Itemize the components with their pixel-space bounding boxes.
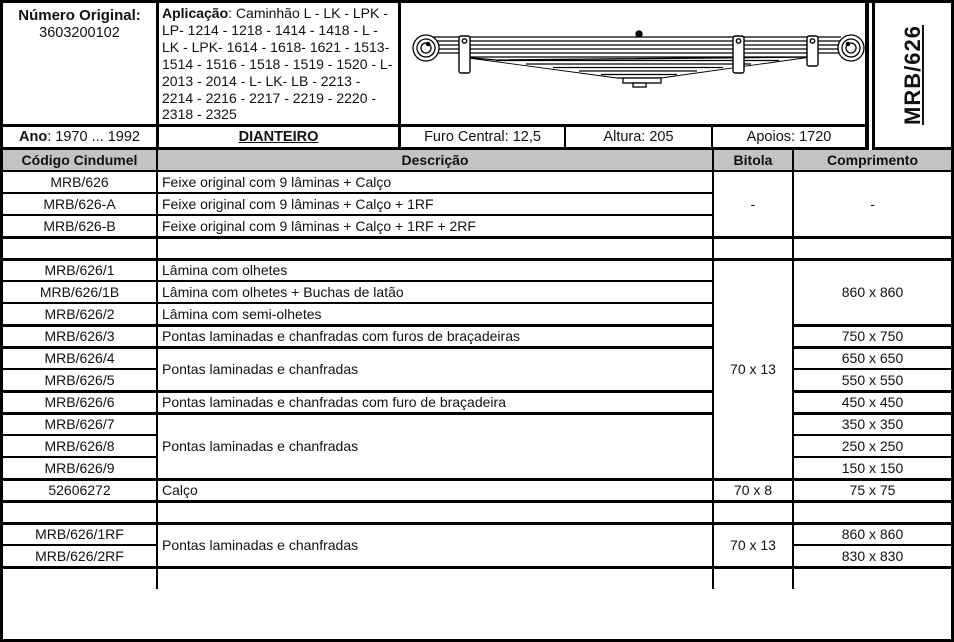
table-header-row bbox=[3, 150, 951, 171]
comprimento-cell: 150 x 150 bbox=[793, 457, 951, 479]
table-row bbox=[3, 325, 951, 347]
descricao-cell: Calço bbox=[157, 479, 713, 501]
bitola-cell: - bbox=[713, 171, 793, 237]
descricao-cell: Pontas laminadas e chanfradas bbox=[157, 413, 713, 479]
codigo-cell: MRB/626/2RF bbox=[3, 545, 157, 567]
descricao-cell: Feixe original com 9 lâminas + Calço + 1RF bbox=[157, 193, 713, 215]
numero-original-value: 3603200102 bbox=[39, 25, 120, 41]
table-row bbox=[3, 171, 951, 193]
spacer-row bbox=[3, 567, 951, 589]
comprimento-cell: 830 x 830 bbox=[793, 545, 951, 567]
header-codigo: Código Cindumel bbox=[3, 150, 157, 171]
header-comprimento: Comprimento bbox=[793, 150, 951, 171]
codigo-cell: MRB/626/1RF bbox=[3, 523, 157, 545]
comprimento-cell: 860 x 860 bbox=[793, 523, 951, 545]
descricao-cell: Feixe original com 9 lâminas + Calço bbox=[157, 171, 713, 193]
table-row bbox=[3, 347, 951, 369]
numero-original-label: Número Original: bbox=[18, 7, 141, 24]
comprimento-cell: - bbox=[793, 171, 951, 237]
empty-cell bbox=[3, 501, 157, 523]
bitola-cell: 70 x 8 bbox=[713, 479, 793, 501]
model-code-vertical-label: MRB/626 bbox=[900, 25, 926, 125]
empty-cell bbox=[3, 567, 157, 589]
codigo-cell: MRB/626/2 bbox=[3, 303, 157, 325]
codigo-cell: MRB/626/9 bbox=[3, 457, 157, 479]
empty-cell bbox=[157, 501, 713, 523]
comprimento-cell: 550 x 550 bbox=[793, 369, 951, 391]
codigo-cell: MRB/626/6 bbox=[3, 391, 157, 413]
spacer-row bbox=[3, 237, 951, 259]
ano-label: Ano bbox=[19, 129, 48, 145]
table-row bbox=[3, 391, 951, 413]
comprimento-cell: 750 x 750 bbox=[793, 325, 951, 347]
empty-cell bbox=[3, 237, 157, 259]
codigo-cell: 52606272 bbox=[3, 479, 157, 501]
table-row bbox=[3, 413, 951, 435]
leaf-spring-drawing bbox=[401, 3, 865, 124]
codigo-cell: MRB/626/4 bbox=[3, 347, 157, 369]
descricao-cell: Pontas laminadas e chanfradas bbox=[157, 347, 713, 391]
table-row bbox=[3, 479, 951, 501]
comprimento-cell: 250 x 250 bbox=[793, 435, 951, 457]
numero-original-cell bbox=[3, 3, 159, 127]
comprimento-cell: 860 x 860 bbox=[793, 259, 951, 325]
ano-cell bbox=[3, 127, 159, 150]
codigo-cell: MRB/626/3 bbox=[3, 325, 157, 347]
codigo-cell: MRB/626/8 bbox=[3, 435, 157, 457]
aplicacao-text: : Caminhão L - LK - LPK - LP- 1214 - 1218 - 1414 - 1418 - L - LK - LPK- 1614 - 1618- 1621 - 1513- 1514 - 1516 - 1518 - 1519 - 1520 - L- 2013 - 2014 - L- LK- LB - 2213 - 2214 - 2216 - 2217 - 2219 - 2220 - 2318 - 2325 bbox=[162, 5, 393, 123]
furo-central-cell: Furo Central: 12,5 bbox=[401, 127, 566, 150]
codigo-cell: MRB/626/1 bbox=[3, 259, 157, 281]
table-row bbox=[3, 259, 951, 281]
posicao-cell: DIANTEIRO bbox=[159, 127, 401, 150]
table-row bbox=[3, 523, 951, 545]
descricao-cell: Pontas laminadas e chanfradas com furos de braçadeiras bbox=[157, 325, 713, 347]
empty-cell bbox=[713, 501, 793, 523]
aplicacao-label: Aplicação bbox=[162, 5, 229, 21]
comprimento-cell: 350 x 350 bbox=[793, 413, 951, 435]
descricao-cell: Pontas laminadas e chanfradas bbox=[157, 523, 713, 567]
descricao-cell: Lâmina com olhetes + Buchas de latão bbox=[157, 281, 713, 303]
altura-cell: Altura: 205 bbox=[566, 127, 713, 150]
bitola-cell: 70 x 13 bbox=[713, 259, 793, 479]
aplicacao-cell bbox=[159, 3, 401, 127]
parts-table bbox=[3, 150, 951, 589]
empty-cell bbox=[157, 567, 713, 589]
codigo-cell: MRB/626-A bbox=[3, 193, 157, 215]
comprimento-cell: 450 x 450 bbox=[793, 391, 951, 413]
spacer-row bbox=[3, 501, 951, 523]
empty-cell bbox=[713, 237, 793, 259]
empty-cell bbox=[713, 567, 793, 589]
drawing-cell bbox=[401, 3, 869, 127]
model-code-box bbox=[872, 3, 951, 150]
descricao-cell: Lâmina com semi-olhetes bbox=[157, 303, 713, 325]
codigo-cell: MRB/626/5 bbox=[3, 369, 157, 391]
comprimento-cell: 650 x 650 bbox=[793, 347, 951, 369]
header-bitola: Bitola bbox=[713, 150, 793, 171]
empty-cell bbox=[793, 501, 951, 523]
descricao-cell: Feixe original com 9 lâminas + Calço + 1RF + 2RF bbox=[157, 215, 713, 237]
ano-value: : 1970 ... 1992 bbox=[47, 129, 140, 145]
codigo-cell: MRB/626 bbox=[3, 171, 157, 193]
empty-cell bbox=[157, 237, 713, 259]
codigo-cell: MRB/626/7 bbox=[3, 413, 157, 435]
descricao-cell: Pontas laminadas e chanfradas com furo de braçadeira bbox=[157, 391, 713, 413]
codigo-cell: MRB/626-B bbox=[3, 215, 157, 237]
empty-cell bbox=[793, 237, 951, 259]
apoios-cell: Apoios: 1720 bbox=[713, 127, 869, 150]
empty-cell bbox=[793, 567, 951, 589]
header-descricao: Descrição bbox=[157, 150, 713, 171]
bitola-cell: 70 x 13 bbox=[713, 523, 793, 567]
descricao-cell: Lâmina com olhetes bbox=[157, 259, 713, 281]
comprimento-cell: 75 x 75 bbox=[793, 479, 951, 501]
codigo-cell: MRB/626/1B bbox=[3, 281, 157, 303]
